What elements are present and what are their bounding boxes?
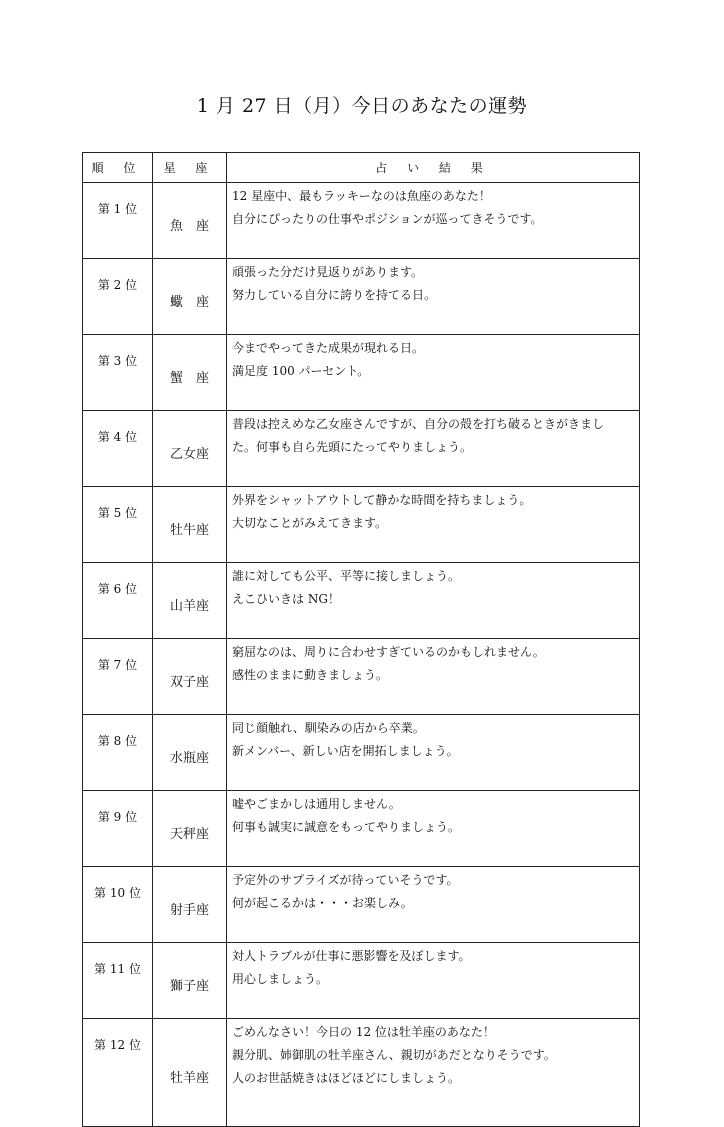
table-row <box>83 943 640 1019</box>
header-rank: 順 位 <box>83 153 153 183</box>
zodiac-sign-cell: 牡牛座 <box>153 487 227 563</box>
fortune-result-cell <box>227 563 640 639</box>
rank-cell: 第 3 位 <box>83 335 153 411</box>
rank-cell: 第 10 位 <box>83 867 153 943</box>
table-row <box>83 1019 640 1127</box>
table-row <box>83 259 640 335</box>
table-row <box>83 487 640 563</box>
fortune-text-line: 対人トラブルが仕事に悪影響を及ぼします。 <box>232 949 471 963</box>
rank-cell: 第 2 位 <box>83 259 153 335</box>
fortune-text-line: 人のお世話焼きはほどほどにしましょう。 <box>232 1071 461 1085</box>
fortune-result-cell <box>227 867 640 943</box>
fortune-result-cell <box>227 639 640 715</box>
fortune-text-line: 同じ顔触れ、馴染みの店から卒業。 <box>232 721 425 735</box>
rank-cell: 第 12 位 <box>83 1019 153 1127</box>
zodiac-sign-cell: 蠍 座 <box>153 259 227 335</box>
fortune-text-line: 親分肌、姉御肌の牡羊座さん、親切があだとなりそうです。 <box>232 1048 556 1062</box>
fortune-result-cell <box>227 791 640 867</box>
fortune-text-line: 自分にぴったりの仕事やポジションが巡ってきそうです。 <box>232 212 543 226</box>
table-header-row <box>83 153 640 183</box>
fortune-text-line: た。何事も自ら先頭にたってやりましょう。 <box>232 440 473 454</box>
fortune-result-cell <box>227 183 640 259</box>
table-body <box>83 183 640 1127</box>
zodiac-sign-cell: 山羊座 <box>153 563 227 639</box>
fortune-result-cell <box>227 259 640 335</box>
fortune-text-line: 満足度 100 パーセント。 <box>232 364 370 378</box>
fortune-result-cell <box>227 1019 640 1127</box>
fortune-text-line: 窮屈なのは、周りに合わせすぎているのかもしれません。 <box>232 645 545 659</box>
zodiac-sign-cell: 天秤座 <box>153 791 227 867</box>
table-row <box>83 335 640 411</box>
fortune-text-line: 嘘やごまかしは通用しません。 <box>232 797 401 811</box>
fortune-text-line: 何事も誠実に誠意をもってやりましょう。 <box>232 820 461 834</box>
header-sign: 星 座 <box>153 153 227 183</box>
fortune-result-cell <box>227 335 640 411</box>
fortune-text-line: 大切なことがみえてきます。 <box>232 516 388 530</box>
rank-cell: 第 6 位 <box>83 563 153 639</box>
fortune-text-line: 普段は控えめな乙女座さんですが、自分の殻を打ち破るときがきまし <box>232 417 605 431</box>
table-row <box>83 715 640 791</box>
zodiac-sign-cell: 獅子座 <box>153 943 227 1019</box>
rank-cell: 第 8 位 <box>83 715 153 791</box>
fortune-text-line: 12 星座中、最もラッキーなのは魚座のあなた！ <box>232 189 491 203</box>
zodiac-sign-cell: 牡羊座 <box>153 1019 227 1127</box>
rank-cell: 第 11 位 <box>83 943 153 1019</box>
fortune-result-cell <box>227 715 640 791</box>
rank-cell: 第 9 位 <box>83 791 153 867</box>
zodiac-sign-cell: 水瓶座 <box>153 715 227 791</box>
fortune-text-line: 努力している自分に誇りを持てる日。 <box>232 288 437 302</box>
table-row <box>83 563 640 639</box>
fortune-text-line: 頑張った分だけ見返りがあります。 <box>232 265 424 279</box>
table-row <box>83 639 640 715</box>
table-row <box>83 867 640 943</box>
page-title: 1 月 27 日（月）今日のあなたの運勢 <box>196 95 528 117</box>
fortune-text-line: 今までやってきた成果が現れる日。 <box>232 341 425 355</box>
rank-cell: 第 1 位 <box>83 183 153 259</box>
fortune-text-line: 用心しましょう。 <box>232 972 329 986</box>
header-result: 占 い 結 果 <box>227 153 640 183</box>
zodiac-sign-cell: 乙女座 <box>153 411 227 487</box>
fortune-text-line: 外界をシャットアウトして静かな時間を持ちましょう。 <box>232 493 532 507</box>
fortune-result-cell <box>227 943 640 1019</box>
fortune-text-line: 新メンバー、新しい店を開拓しましょう。 <box>232 744 459 758</box>
rank-cell: 第 4 位 <box>83 411 153 487</box>
fortune-table <box>82 152 640 1127</box>
fortune-text-line: 予定外のサプライズが待っていそうです。 <box>232 873 459 887</box>
fortune-text-line: 誰に対しても公平、平等に接しましょう。 <box>232 569 461 583</box>
zodiac-sign-cell: 蟹 座 <box>153 335 227 411</box>
rank-cell: 第 7 位 <box>83 639 153 715</box>
fortune-text-line: えこひいきは NG！ <box>232 592 340 606</box>
table-row <box>83 183 640 259</box>
fortune-text-line: ごめんなさい！今日の 12 位は牡羊座のあなた！ <box>232 1025 495 1039</box>
zodiac-sign-cell: 射手座 <box>153 867 227 943</box>
fortune-text-line: 感性のままに動きましょう。 <box>232 668 389 682</box>
zodiac-sign-cell: 魚 座 <box>153 183 227 259</box>
fortune-result-cell <box>227 411 640 487</box>
zodiac-sign-cell: 双子座 <box>153 639 227 715</box>
table-row <box>83 411 640 487</box>
fortune-text-line: 何が起こるかは・・・お楽しみ。 <box>232 896 413 910</box>
fortune-result-cell <box>227 487 640 563</box>
table-row <box>83 791 640 867</box>
rank-cell: 第 5 位 <box>83 487 153 563</box>
